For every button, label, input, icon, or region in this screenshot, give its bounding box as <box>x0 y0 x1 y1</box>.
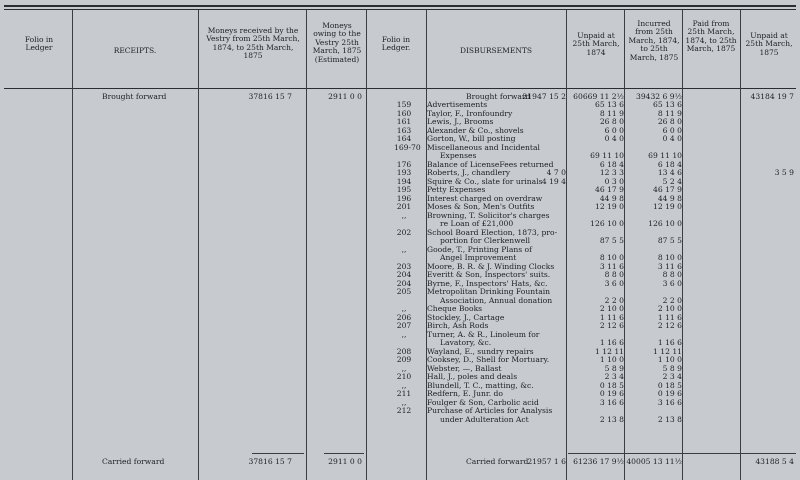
incurred-total: 60669 11 2½ <box>573 92 624 101</box>
folio-number: 209 <box>396 355 412 364</box>
received-total: 37816 15 7 <box>248 457 292 466</box>
brought-forward-disb-label: Brought forward <box>466 92 531 101</box>
incurred-value: 12 3 3 <box>599 168 624 177</box>
header-unpaid-1874: Unpaid at 25th March, 1874 <box>572 31 620 57</box>
paid-value: 13 4 6 <box>657 168 682 177</box>
disbursement-description: Stockley, J., Cartage <box>427 312 505 322</box>
disbursement-description: Lewis, J., Brooms <box>427 117 494 126</box>
disbursement-description: Moses & Son, Men's Outfits <box>427 202 535 211</box>
paid-value: 46 17 9 <box>653 185 682 194</box>
paid-value: 6 0 0 <box>662 125 682 135</box>
table-row <box>0 331 800 348</box>
folio-number: 210 <box>396 372 412 381</box>
incurred-value: 2 12 6 <box>599 321 624 330</box>
table-row <box>0 203 800 212</box>
folio-number: ,, <box>401 210 407 220</box>
disbursement-description: Cooksey, D., Shell for Mortuary. <box>427 355 550 364</box>
header-incurred: Incurred from 25th March, 1874, to 25th March, 1875 <box>628 19 680 62</box>
paid-value: 8 10 0 <box>657 253 682 262</box>
disbursement-description: Byrne, F., Inspectors' Hats, &c. <box>427 278 548 288</box>
folio-number: 205 <box>396 287 412 296</box>
unpaid-1874-value: 4 7 0 <box>546 168 566 177</box>
incurred-value: 1 10 0 <box>599 355 624 364</box>
unpaid-1875-value: 3 5 9 <box>774 168 794 177</box>
folio-number: ,, <box>401 397 407 407</box>
folio-number: 164 <box>396 134 412 143</box>
folio-number: 193 <box>396 168 412 177</box>
paid-value: 65 13 6 <box>653 100 682 109</box>
header-disbursements: DISBURSEMENTS <box>459 46 533 55</box>
folio-number: 211 <box>396 389 412 398</box>
paid-value: 3 11 6 <box>657 261 682 271</box>
unpaid-1875-total: 43184 19 7 <box>750 92 794 101</box>
incurred-value: 8 10 0 <box>599 253 624 262</box>
disbursement-description: Purchase of Articles for Analysis <box>427 406 553 415</box>
paid-value: 69 11 10 <box>648 151 682 160</box>
paid-value: 12 19 0 <box>653 202 682 211</box>
owing-total: 2911 0 0 <box>328 92 362 101</box>
paid-value: 1 10 0 <box>657 355 682 364</box>
table-row <box>0 288 800 305</box>
table-row <box>0 407 800 424</box>
header-rule <box>4 88 796 89</box>
paid-value: 0 4 0 <box>662 134 682 143</box>
incurred-value: 46 17 9 <box>595 185 624 194</box>
sum-rule <box>568 453 796 454</box>
paid-value: 0 18 5 <box>657 380 682 390</box>
folio-number: 202 <box>396 227 412 237</box>
paid-value: 2 12 6 <box>657 321 682 330</box>
carried-forward-disb-label: Carried forward <box>466 457 529 466</box>
disbursement-description: Gorton, W., bill posting <box>427 134 516 143</box>
paid-value: 3 16 6 <box>657 397 682 407</box>
folio-number: 196 <box>396 193 412 203</box>
incurred-value: 0 4 0 <box>604 134 624 143</box>
paid-value: 2 3 4 <box>662 372 682 381</box>
paid-value: 1 12 11 <box>653 346 682 356</box>
incurred-value: 126 10 0 <box>590 219 624 228</box>
header-folio-ledger: Folio in Ledger. <box>381 35 411 53</box>
folio-number: 207 <box>396 321 412 330</box>
folio-number: ,, <box>401 363 407 373</box>
header-paid: Paid from 25th March, 1874, to 25th March, 1875 <box>685 19 737 54</box>
folio-number: 169-70 <box>394 142 421 152</box>
folio-number: 208 <box>396 346 412 356</box>
incurred-value: 6 18 4 <box>599 159 624 169</box>
incurred-value: 69 11 10 <box>590 151 624 160</box>
disbursement-description: Foulger & Son, Carbolic acid <box>427 397 539 407</box>
disbursement-description: Blundell, T. C., matting, &c. <box>427 380 534 390</box>
disbursement-description: Webster, —, Ballast <box>427 363 502 373</box>
unpaid-1875-total: 43188 5 4 <box>755 457 794 466</box>
disbursement-description: Metropolitan Drinking Fountain <box>427 287 551 296</box>
incurred-value: 6 0 0 <box>604 125 624 135</box>
incurred-value: 5 8 9 <box>604 363 624 373</box>
disbursement-description: Lavatory, &c. <box>440 338 492 347</box>
folio-number: 176 <box>396 159 412 169</box>
disbursement-description: Miscellaneous and Incidental <box>427 142 540 152</box>
header-receipts: RECEIPTS. <box>113 46 157 55</box>
disbursement-description: Browning, T. Solicitor's charges <box>427 210 550 220</box>
disbursement-description: School Board Election, 1873, pro- <box>427 227 558 237</box>
incurred-total: 61236 17 9½ <box>573 457 624 466</box>
paid-value: 2 13 8 <box>657 414 682 424</box>
folio-number: 160 <box>396 108 412 118</box>
disbursement-description: Taylor, F., Ironfoundry <box>427 108 513 118</box>
paid-value: 87 5 5 <box>657 236 682 245</box>
header-folio-in-ledger: Folio in Ledger <box>24 35 54 53</box>
table-row <box>0 144 800 161</box>
folio-number: 194 <box>396 176 412 186</box>
folio-number: 163 <box>396 125 412 135</box>
paid-value: 44 9 8 <box>657 193 682 203</box>
incurred-value: 1 12 11 <box>595 346 624 356</box>
carried-forward-label: Carried forward <box>102 457 165 466</box>
incurred-value: 1 16 6 <box>599 338 624 347</box>
folio-number: ,, <box>401 380 407 390</box>
table-row <box>0 246 800 263</box>
sum-rule <box>324 453 364 454</box>
folio-number: ,, <box>401 329 407 339</box>
paid-value: 1 11 6 <box>657 312 682 322</box>
unpaid-1874-total: 21957 1 6 <box>527 457 566 466</box>
paid-value: 0 19 6 <box>657 389 682 398</box>
paid-value: 5 8 9 <box>662 363 682 373</box>
top-rule-thin <box>4 9 796 10</box>
paid-value: 5 2 4 <box>662 176 682 186</box>
folio-number: 204 <box>396 278 412 288</box>
owing-total: 2911 0 0 <box>328 457 362 466</box>
folio-number: 201 <box>396 202 412 211</box>
paid-value: 26 8 0 <box>657 117 682 126</box>
header-unpaid-1875: Unpaid at 25th March, 1875 <box>745 31 793 57</box>
table-row <box>0 212 800 229</box>
incurred-value: 2 13 8 <box>599 414 624 424</box>
incurred-value: 1 11 6 <box>599 312 624 322</box>
paid-value: 8 11 9 <box>657 108 682 118</box>
header-moneys-received: Moneys received by the Vestry from 25th March, 1874, to 25th March, 1875 <box>206 26 300 61</box>
disbursement-description: re Loan of £21,000 <box>440 219 514 228</box>
disbursement-description: Alexander & Co., shovels <box>427 125 524 135</box>
folio-number: 203 <box>396 261 412 271</box>
disbursement-description: Petty Expenses <box>427 185 486 194</box>
incurred-value: 3 16 6 <box>599 397 624 407</box>
paid-total: 40005 13 11½ <box>626 457 682 466</box>
folio-number: 206 <box>396 312 412 322</box>
disbursement-description: Cheque Books <box>427 304 483 313</box>
paid-value: 2 10 0 <box>657 304 682 313</box>
disbursement-description: Advertisements <box>427 100 488 109</box>
folio-number: 212 <box>396 406 412 415</box>
incurred-value: 8 8 0 <box>604 270 624 279</box>
paid-value: 3 6 0 <box>662 278 682 288</box>
disbursement-description: Expenses <box>440 151 477 160</box>
table-row <box>0 322 800 331</box>
incurred-value: 2 2 0 <box>604 295 624 305</box>
incurred-value: 44 9 8 <box>599 193 624 203</box>
folio-number: ,, <box>401 244 407 254</box>
sum-rule <box>252 453 304 454</box>
incurred-value: 65 13 6 <box>595 100 624 109</box>
disbursement-description: Roberts, J., chandlery <box>427 168 511 177</box>
disbursement-description: Angel Improvement <box>440 253 517 262</box>
unpaid-1874-value: 4 19 4 <box>541 176 566 186</box>
folio-number: 204 <box>396 270 412 279</box>
paid-value: 126 10 0 <box>648 219 682 228</box>
carried-forward-row <box>0 456 800 467</box>
incurred-value: 0 19 6 <box>599 389 624 398</box>
folio-number: 195 <box>396 185 412 194</box>
disbursement-description: Birch, Ash Rods <box>427 321 489 330</box>
disbursement-description: Everitt & Son, Inspectors' suits. <box>427 270 551 279</box>
disbursement-description: Turner, A. & R., Linoleum for <box>427 329 540 339</box>
disbursement-description: Wayland, E., sundry repairs <box>427 346 534 356</box>
incurred-value: 8 11 9 <box>599 108 624 118</box>
incurred-value: 2 3 4 <box>604 372 624 381</box>
table-row <box>0 229 800 246</box>
paid-value: 1 16 6 <box>657 338 682 347</box>
paid-value: 2 2 0 <box>662 295 682 305</box>
incurred-value: 0 18 5 <box>599 380 624 390</box>
paid-value: 6 18 4 <box>657 159 682 169</box>
folio-number: 161 <box>396 117 412 126</box>
disbursement-description: Interest charged on overdraw <box>427 193 543 203</box>
received-total: 37816 15 7 <box>248 92 292 101</box>
paid-total: 39432 6 9½ <box>635 92 682 101</box>
incurred-value: 0 3 0 <box>604 176 624 186</box>
top-rule <box>4 5 796 7</box>
incurred-value: 3 6 0 <box>604 278 624 288</box>
disbursement-description: Balance of LicenseFees returned <box>427 159 554 169</box>
incurred-value: 3 11 6 <box>599 261 624 271</box>
folio-number: 159 <box>396 100 412 109</box>
incurred-value: 12 19 0 <box>595 202 624 211</box>
incurred-value: 2 10 0 <box>599 304 624 313</box>
disbursement-description: Goode, T., Printing Plans of <box>427 244 532 254</box>
disbursement-description: Association, Annual donation <box>440 295 553 305</box>
disbursement-description: Hall, J., poles and deals <box>427 372 518 381</box>
header-moneys-owing: Moneys owing to the Vestry 25th March, 1875 (Estimated) <box>312 21 362 64</box>
disbursement-description: under Adulteration Act <box>440 414 529 424</box>
unpaid-1874-total: 21947 15 2 <box>522 92 566 101</box>
brought-forward-label: Brought forward <box>102 92 167 101</box>
paid-value: 8 8 0 <box>662 270 682 279</box>
disbursement-description: portion for Clerkenwell <box>440 236 531 245</box>
disbursement-description: Squire & Co., slate for urinals <box>427 176 543 186</box>
disbursement-description: Redfern, E. Junr. do <box>427 389 503 398</box>
incurred-value: 87 5 5 <box>599 236 624 245</box>
disbursement-description: Moore, B. R. & J. Winding Clocks <box>427 261 555 271</box>
folio-number: ,, <box>401 304 407 313</box>
incurred-value: 26 8 0 <box>599 117 624 126</box>
